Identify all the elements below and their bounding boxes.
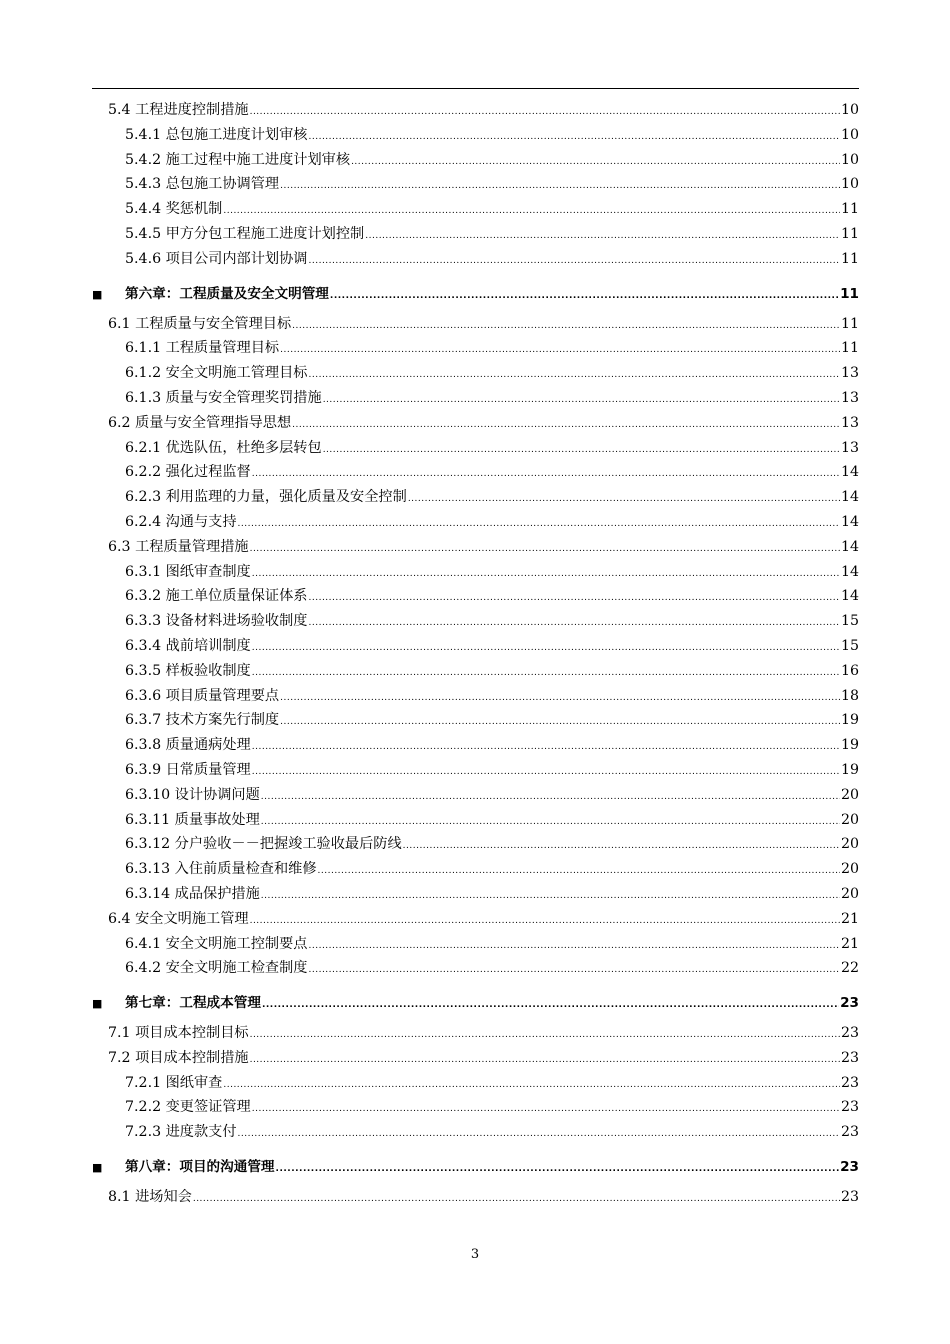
toc-entry-label: 第八章：项目的沟通管理 (125, 1159, 275, 1176)
toc-entry-label: 6.1 工程质量与安全管理目标 (108, 315, 292, 332)
toc-entry[interactable] (92, 148, 859, 173)
toc-entry[interactable] (92, 361, 859, 386)
header-rule (92, 88, 859, 89)
toc-entry-label: 6.3.11 质量事故处理 (125, 811, 260, 828)
toc-entry-label: 6.3.14 成品保护措施 (125, 885, 260, 902)
toc-entry-label: 5.4.4 奖惩机制 (125, 201, 223, 218)
toc-entry[interactable] (92, 1095, 859, 1120)
toc-entry-label: 7.2.1 图纸审查 (125, 1074, 223, 1091)
toc-entry-label: 6.2 质量与安全管理指导思想 (108, 414, 292, 431)
dot-leader (280, 686, 840, 711)
toc-entry-label: 5.4.6 项目公司内部计划协调 (125, 250, 308, 267)
toc-entry[interactable] (92, 733, 859, 758)
dot-leader (252, 636, 840, 661)
toc-entry[interactable] (92, 1046, 859, 1071)
square-bullet-icon: ■ (92, 287, 103, 301)
toc-entry-page: 21 (840, 910, 859, 927)
toc-entry-page: 11 (840, 285, 859, 302)
toc-entry[interactable] (92, 1185, 859, 1210)
toc-entry-page: 14 (840, 563, 859, 580)
toc-entry[interactable] (92, 510, 859, 535)
toc-entry[interactable] (92, 684, 859, 709)
toc-entry-page: 13 (840, 389, 859, 406)
toc-entry-label: 5.4.2 施工过程中施工进度计划审核 (125, 151, 351, 168)
dot-leader (261, 810, 840, 835)
toc-entry[interactable] (92, 222, 859, 247)
dot-leader (262, 988, 839, 1022)
table-of-contents (92, 98, 859, 1210)
toc-entry-page: 15 (840, 637, 859, 654)
toc-entry[interactable] (92, 1120, 859, 1145)
toc-entry-label: 6.3.7 技术方案先行制度 (125, 712, 280, 729)
toc-entry[interactable] (92, 907, 859, 932)
toc-entry-label: 第六章：工程质量及安全文明管理 (125, 285, 329, 302)
dot-leader (250, 909, 840, 934)
dot-leader (252, 661, 840, 686)
toc-entry-label: 6.1.1 工程质量管理目标 (125, 340, 280, 357)
toc-entry-label: 7.2 项目成本控制措施 (108, 1049, 249, 1066)
page-number: 3 (470, 1247, 480, 1262)
toc-chapter-entry[interactable] (92, 277, 859, 311)
toc-entry[interactable] (92, 1021, 859, 1046)
toc-entry[interactable] (92, 436, 859, 461)
toc-entry-page: 10 (840, 151, 859, 168)
dot-leader (250, 537, 840, 562)
toc-entry-label: 6.2.2 强化过程监督 (125, 464, 251, 481)
toc-entry-page: 20 (840, 885, 859, 902)
toc-entry-label: 6.3.10 设计协调问题 (125, 786, 260, 803)
toc-entry[interactable] (92, 336, 859, 361)
dot-leader (309, 611, 840, 636)
toc-entry-page: 23 (840, 1049, 859, 1066)
toc-entry-label: 6.1.2 安全文明施工管理目标 (125, 365, 308, 382)
square-bullet-icon: ■ (92, 997, 103, 1011)
toc-entry-label: 6.3.2 施工单位质量保证体系 (125, 588, 308, 605)
toc-entry-label: 6.2.4 沟通与支持 (125, 513, 237, 530)
toc-entry[interactable] (92, 172, 859, 197)
dot-leader (250, 1023, 840, 1048)
toc-entry-page: 23 (840, 1074, 859, 1091)
toc-entry-label: 5.4.5 甲方分包工程施工进度计划控制 (125, 225, 365, 242)
toc-entry[interactable] (92, 460, 859, 485)
toc-entry-label: 5.4.3 总包施工协调管理 (125, 176, 280, 193)
dot-leader (323, 438, 840, 463)
toc-entry-page: 11 (840, 340, 859, 357)
toc-entry[interactable] (92, 882, 859, 907)
toc-entry-page: 14 (840, 513, 859, 530)
toc-entry-page: 19 (840, 712, 859, 729)
toc-entry-page: 19 (840, 737, 859, 754)
toc-entry-label: 第七章：工程成本管理 (125, 995, 261, 1012)
toc-entry-page: 11 (840, 250, 859, 267)
dot-leader (223, 1073, 840, 1098)
dot-leader (252, 735, 840, 760)
toc-entry-page: 20 (840, 786, 859, 803)
toc-entry[interactable] (92, 386, 859, 411)
dot-leader (309, 934, 840, 959)
toc-entry[interactable] (92, 956, 859, 981)
toc-entry[interactable] (92, 634, 859, 659)
dot-leader (250, 1048, 840, 1073)
toc-entry[interactable] (92, 708, 859, 733)
toc-entry[interactable] (92, 584, 859, 609)
toc-entry-page: 23 (840, 995, 859, 1012)
dot-leader (280, 338, 840, 363)
toc-entry-page: 20 (840, 861, 859, 878)
dot-leader (309, 958, 840, 983)
toc-entry-label: 6.4 安全文明施工管理 (108, 910, 249, 927)
toc-entry[interactable] (92, 485, 859, 510)
toc-entry-label: 6.3.6 项目质量管理要点 (125, 687, 280, 704)
dot-leader (252, 1097, 840, 1122)
toc-entry[interactable] (92, 1071, 859, 1096)
toc-entry-label: 7.2.3 进度款支付 (125, 1124, 237, 1141)
toc-entry[interactable] (92, 857, 859, 882)
toc-entry-page: 23 (840, 1099, 859, 1116)
toc-entry-label: 6.3.5 样板验收制度 (125, 662, 251, 679)
toc-entry[interactable] (92, 932, 859, 957)
toc-entry-label: 7.2.2 变更签证管理 (125, 1099, 251, 1116)
toc-entry[interactable] (92, 832, 859, 857)
toc-entry-page: 23 (840, 1189, 859, 1206)
dot-leader (309, 249, 840, 274)
toc-entry-label: 8.1 进场知会 (108, 1189, 192, 1206)
toc-chapter-entry[interactable] (92, 986, 859, 1020)
toc-entry-page: 23 (840, 1124, 859, 1141)
toc-entry-page: 16 (840, 662, 859, 679)
toc-entry-page: 22 (840, 960, 859, 977)
toc-entry[interactable] (92, 123, 859, 148)
dot-leader (309, 125, 840, 150)
toc-entry[interactable] (92, 758, 859, 783)
toc-entry-page: 13 (840, 414, 859, 431)
toc-entry[interactable] (92, 535, 859, 560)
toc-entry[interactable] (92, 783, 859, 808)
toc-entry-page: 14 (840, 489, 859, 506)
toc-entry[interactable] (92, 659, 859, 684)
toc-entry-page: 13 (840, 439, 859, 456)
dot-leader (223, 199, 840, 224)
dot-leader (330, 279, 839, 313)
toc-entry-label: 6.1.3 质量与安全管理奖罚措施 (125, 389, 322, 406)
dot-leader (238, 512, 840, 537)
dot-leader (276, 1152, 840, 1186)
toc-entry-label: 6.4.2 安全文明施工检查制度 (125, 960, 308, 977)
toc-entry[interactable] (92, 609, 859, 634)
toc-entry[interactable] (92, 98, 859, 123)
dot-leader (318, 859, 840, 884)
dot-leader (261, 884, 840, 909)
dot-leader (408, 487, 840, 512)
dot-leader (309, 586, 840, 611)
dot-leader (193, 1187, 840, 1212)
toc-entry-label: 6.3.9 日常质量管理 (125, 761, 251, 778)
toc-entry-page: 11 (840, 225, 859, 242)
toc-entry[interactable] (92, 411, 859, 436)
toc-entry-label: 6.3.13 入住前质量检查和维修 (125, 861, 317, 878)
dot-leader (280, 174, 840, 199)
toc-entry-page: 10 (840, 176, 859, 193)
dot-leader (261, 785, 840, 810)
toc-entry-label: 6.3.4 战前培训制度 (125, 637, 251, 654)
toc-entry-label: 6.4.1 安全文明施工控制要点 (125, 935, 308, 952)
toc-entry[interactable] (92, 197, 859, 222)
dot-leader (252, 760, 840, 785)
toc-entry-page: 14 (840, 464, 859, 481)
toc-entry-label: 5.4 工程进度控制措施 (108, 102, 249, 118)
dot-leader (252, 462, 840, 487)
toc-entry-label: 6.3.3 设备材料进场验收制度 (125, 613, 308, 630)
dot-leader (323, 388, 840, 413)
toc-entry[interactable] (92, 808, 859, 833)
toc-entry[interactable] (92, 560, 859, 585)
toc-entry-page: 20 (840, 811, 859, 828)
toc-entry-page: 11 (840, 201, 859, 218)
toc-entry-page: 14 (840, 538, 859, 555)
dot-leader (250, 100, 840, 125)
toc-entry-label: 6.3.8 质量通病处理 (125, 737, 251, 754)
toc-entry-page: 10 (840, 126, 859, 143)
toc-entry-label: 5.4.1 总包施工进度计划审核 (125, 126, 308, 143)
toc-entry-label: 6.3.12 分户验收－－把握竣工验收最后防线 (125, 836, 402, 853)
toc-entry-label: 6.2.1 优选队伍，杜绝多层转包 (125, 439, 322, 456)
dot-leader (238, 1122, 840, 1147)
toc-entry-label: 6.3.1 图纸审查制度 (125, 563, 251, 580)
toc-entry-page: 14 (840, 588, 859, 605)
dot-leader (252, 562, 840, 587)
dot-leader (292, 413, 840, 438)
toc-entry-page: 13 (840, 365, 859, 382)
dot-leader (351, 150, 840, 175)
toc-chapter-entry[interactable] (92, 1150, 859, 1184)
toc-entry-label: 7.1 项目成本控制目标 (108, 1025, 249, 1042)
toc-entry-page: 23 (840, 1025, 859, 1042)
dot-leader (403, 834, 840, 859)
toc-entry-label: 6.2.3 利用监理的力量，强化质量及安全控制 (125, 489, 407, 506)
square-bullet-icon: ■ (92, 1161, 103, 1175)
toc-entry-page: 18 (840, 687, 859, 704)
toc-entry-page: 23 (840, 1159, 859, 1176)
dot-leader (365, 224, 840, 249)
toc-entry-page: 10 (840, 102, 859, 118)
dot-leader (280, 710, 840, 735)
toc-entry[interactable] (92, 247, 859, 272)
dot-leader (292, 314, 840, 339)
toc-entry[interactable] (92, 312, 859, 337)
toc-entry-page: 11 (840, 315, 859, 332)
toc-entry-page: 15 (840, 613, 859, 630)
toc-entry-page: 20 (840, 836, 859, 853)
toc-entry-page: 21 (840, 935, 859, 952)
toc-entry-page: 19 (840, 761, 859, 778)
dot-leader (309, 363, 840, 388)
toc-entry-label: 6.3 工程质量管理措施 (108, 538, 249, 555)
